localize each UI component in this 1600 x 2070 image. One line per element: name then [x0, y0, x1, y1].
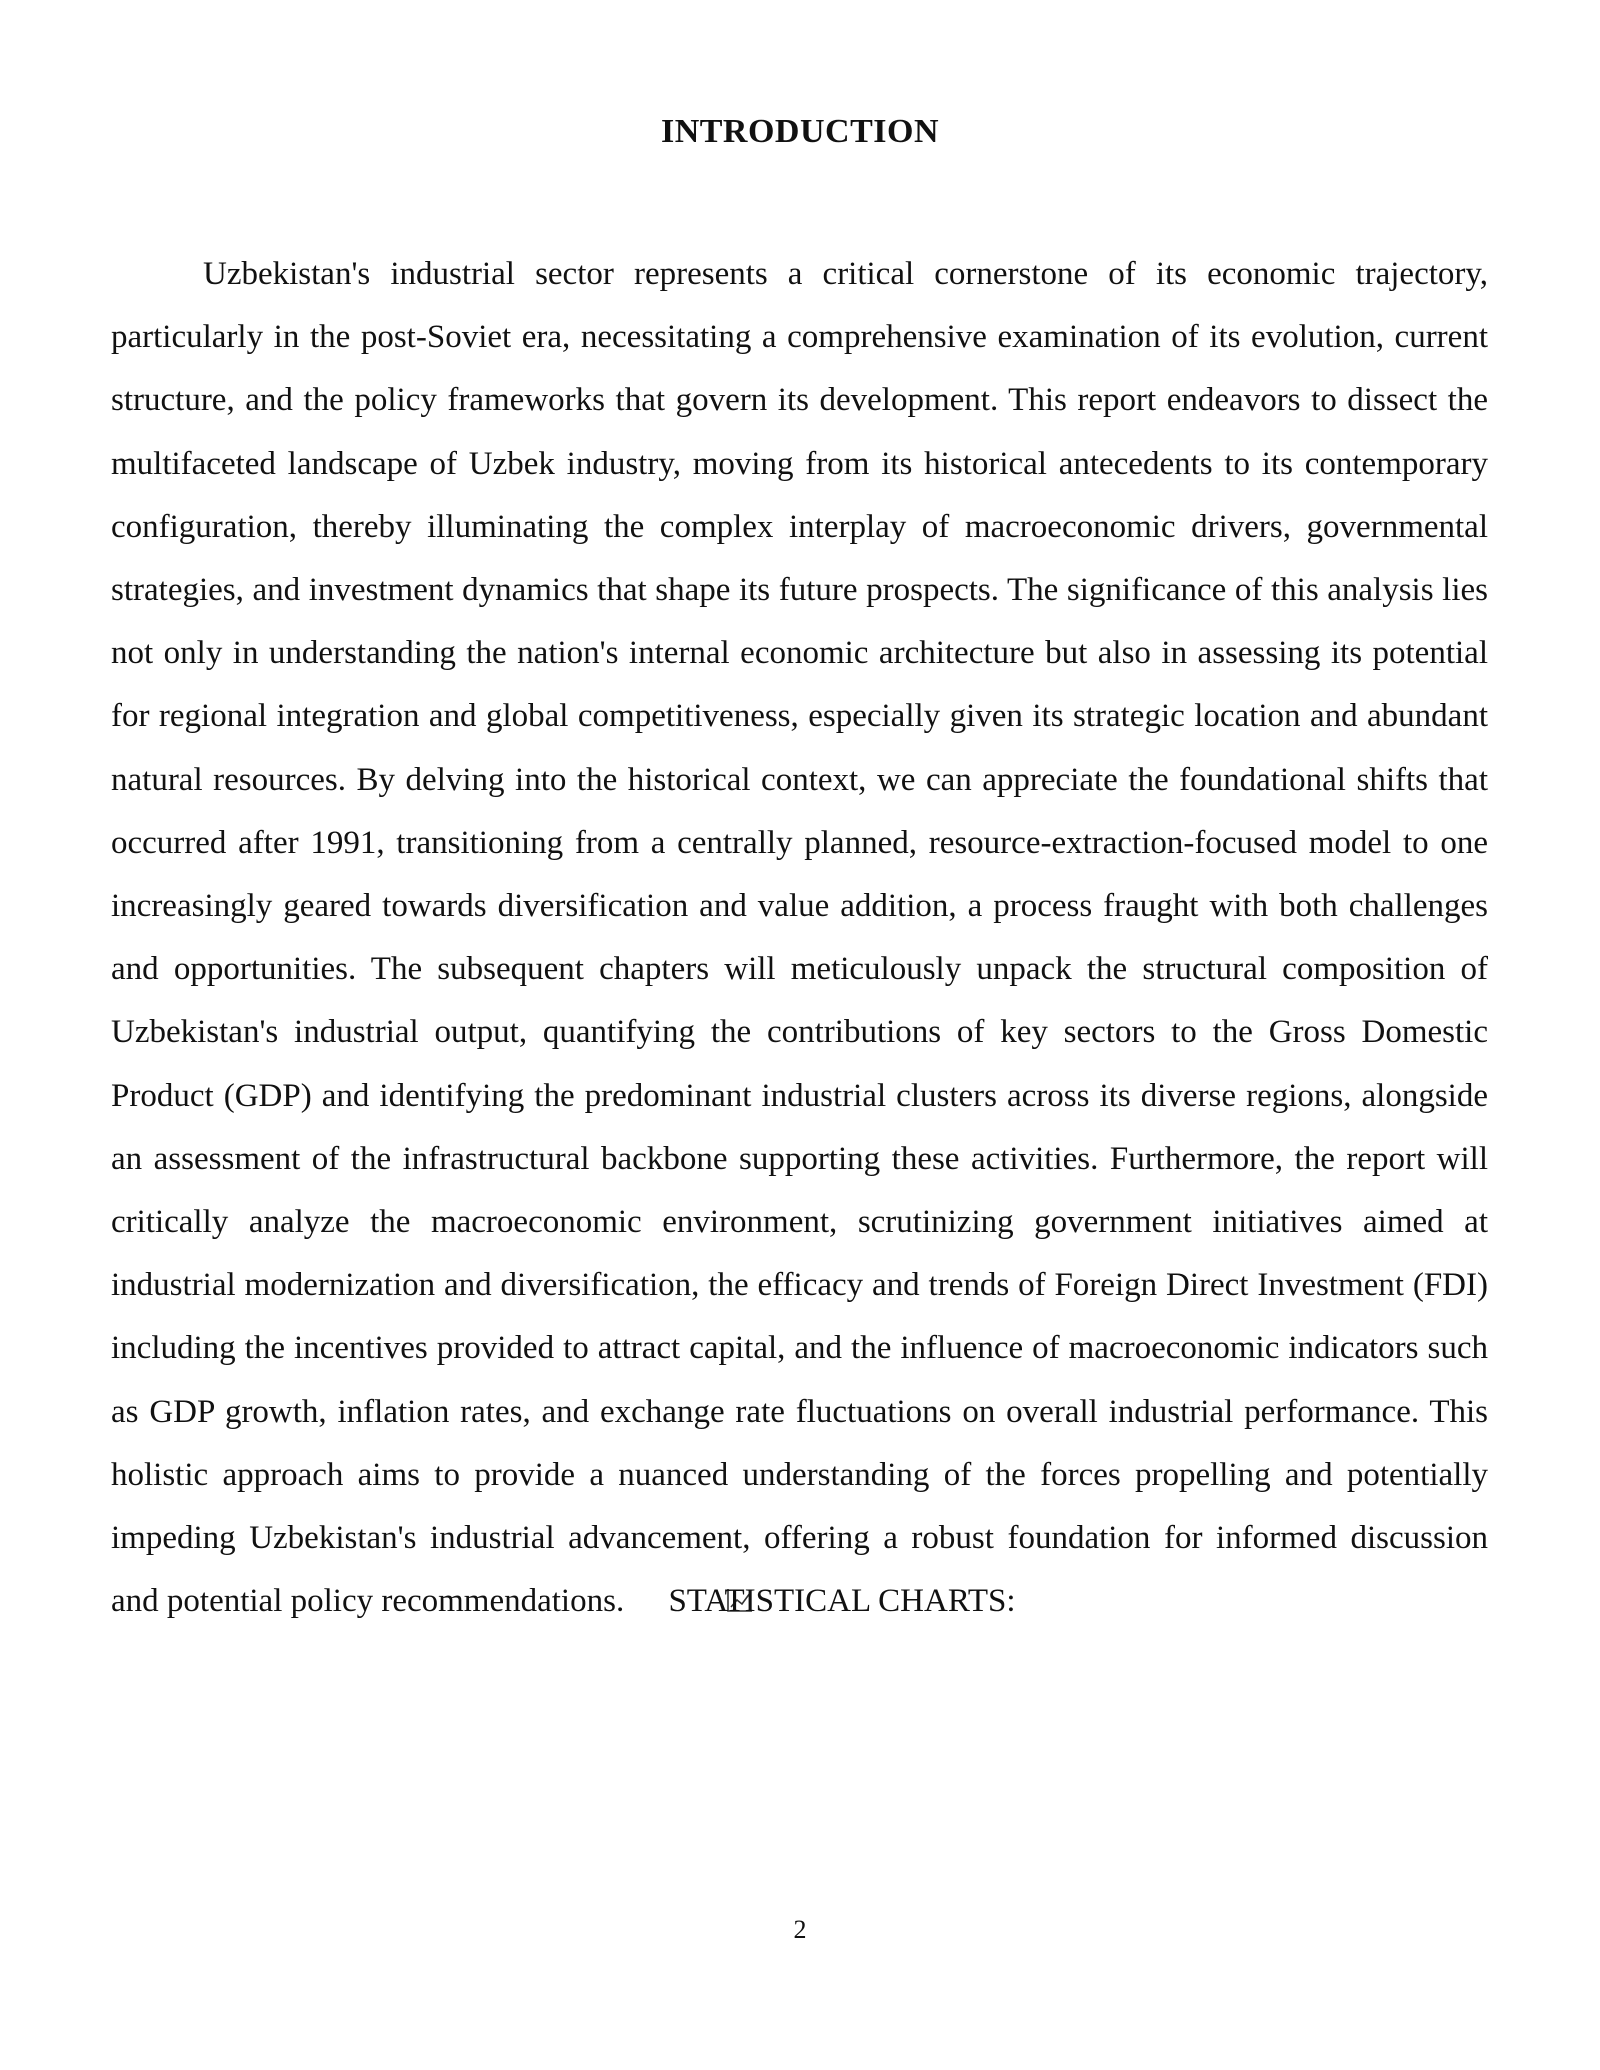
page-title: INTRODUCTION: [660, 113, 940, 150]
paragraph-text: Uzbekistan's industrial sector represents a critical cornerstone of its economic trajectory, particularly in the post-Soviet era, necessitating a comprehensive examination of its evolution, current structure, and the policy frameworks that govern its development. This report endeavors to dissect the multifaceted landscape of Uzbek industry, moving from its historical antecedents to its contemporary configuration, thereby illuminating the complex interplay of macroeconomic drivers, governmental strategies, and investment dynamics that shape its future prospects. The significance of this analysis lies not only in understanding the nation's internal economic architecture but also in assessing its potential for regional integration and global competitiveness, especially given its strategic location and abundant natural resources. By delving into the historical context, we can appreciate the foundational shifts that occurred after 1991, transitioning from a centrally planned, resource-extraction-focused model to one increasingly geared towards diversification and value addition, a process fraught with both challenges and opportunities. The subsequent chapters will meticulously unpack the structural composition of Uzbekistan's industrial output, quantifying the contributions of key sectors to the Gross Domestic Product (GDP) and identifying the predominant industrial clusters across its diverse regions, alongside an assessment of the infrastructural backbone supporting these activities. Furthermore, the report will critically analyze the macroeconomic environment, scrutinizing government initiatives aimed at industrial modernization and diversification, the efficacy and trends of Foreign Direct Investment (FDI) including the incentives provided to attract capital, and the influence of macroeconomic indicators such as GDP growth, inflation rates, and exchange rate fluctuations on overall industrial performance. This holistic approach aims to provide a nuanced understanding of the forces propelling and potentially impeding Uzbekistan's industrial advancement, offering a robust foundation for informed discussion and potential policy recommendations.: [111, 256, 1488, 1620]
intro-paragraph: [111, 243, 1488, 1633]
page-number: 2: [793, 1915, 807, 1944]
chart-increasing-icon: [634, 1572, 662, 1598]
statistical-charts-label: STATISTICAL CHARTS:: [668, 1583, 1016, 1620]
